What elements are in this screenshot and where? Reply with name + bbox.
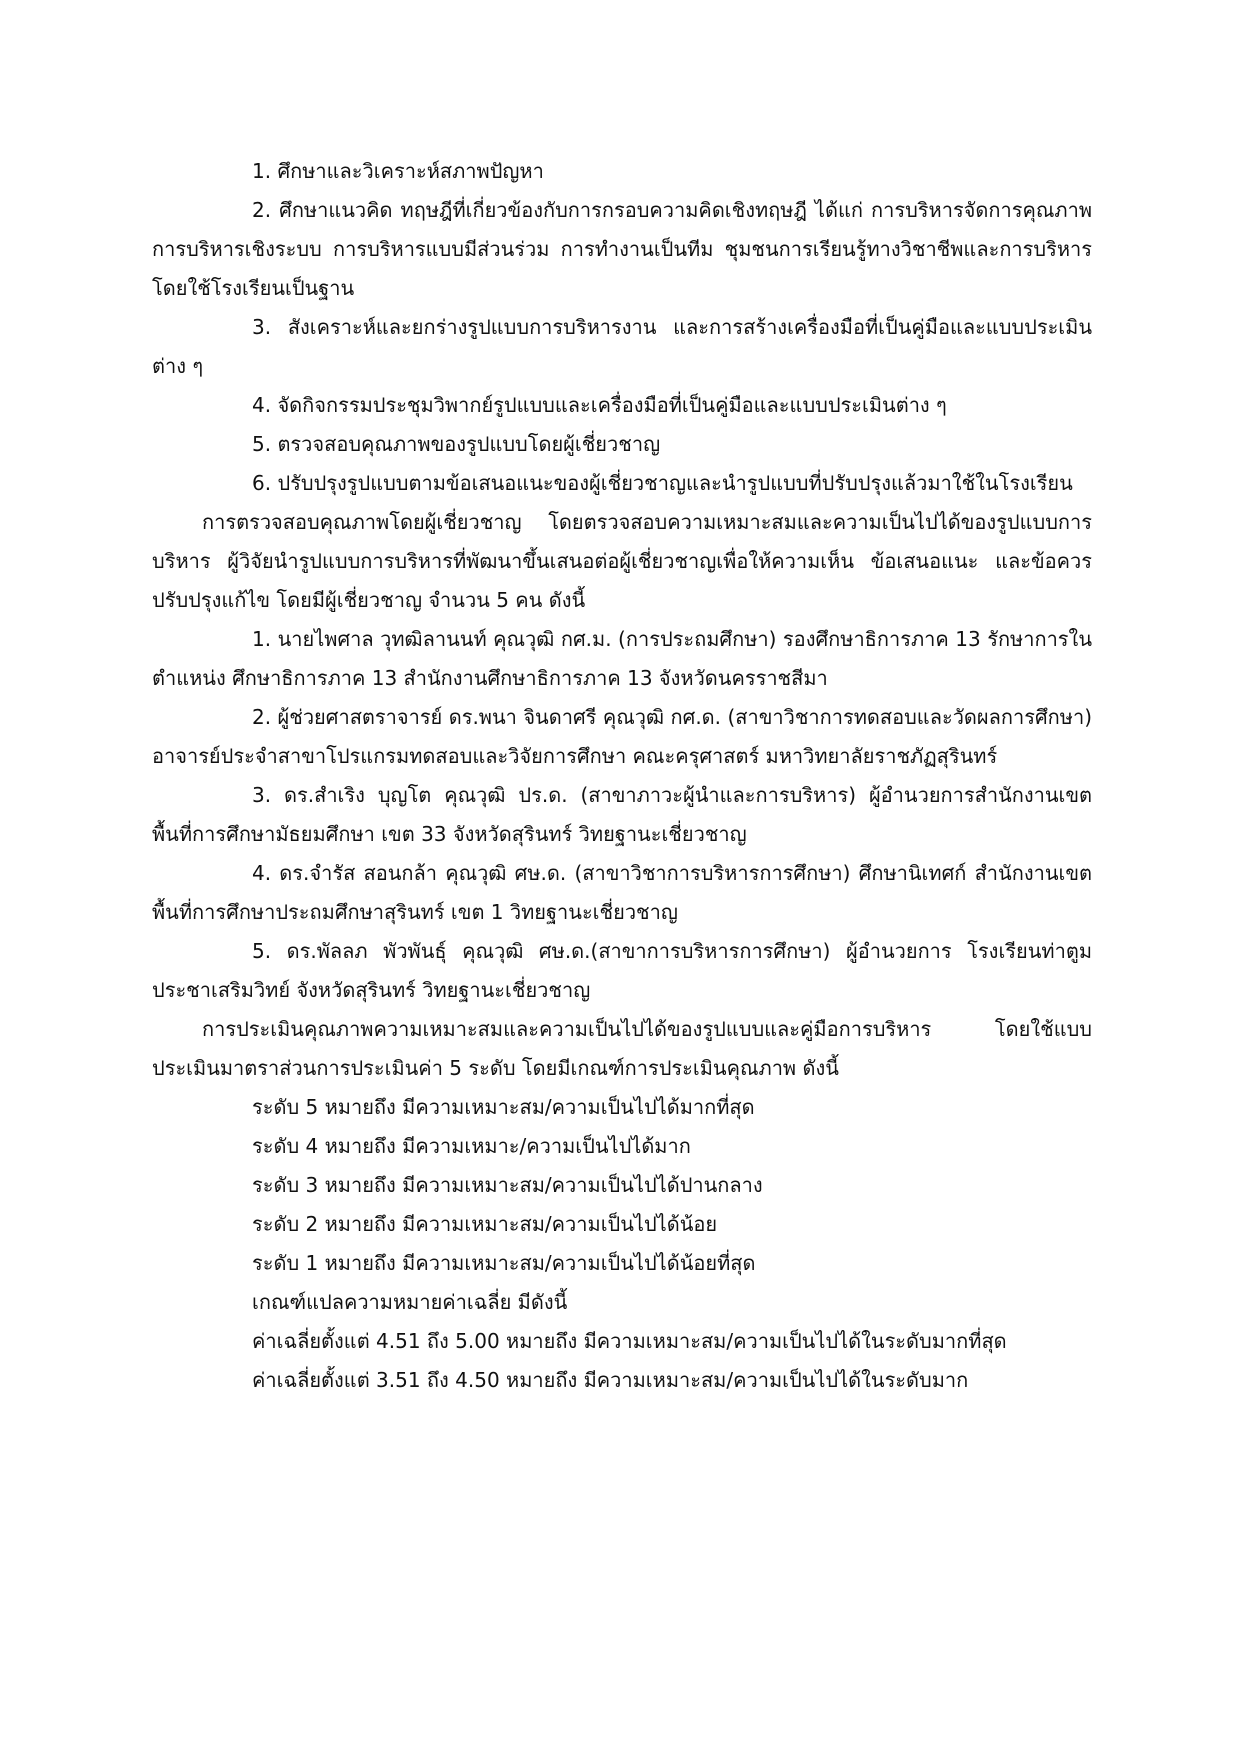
scale-level-2: ระดับ 2 หมายถึง มีความเหมาะสม/ความเป็นไปได้น้อย	[252, 1212, 718, 1236]
scale-level-1: ระดับ 1 หมายถึง มีความเหมาะสม/ความเป็นไปได้น้อยที่สุด	[252, 1251, 756, 1275]
scale-level-5: ระดับ 5 หมายถึง มีความเหมาะสม/ความเป็นไปได้มากที่สุด	[252, 1095, 755, 1119]
expert-5: 5. ดร.พัลลภ พัวพันธุ์ คุณวุฒิ ศษ.ด.(สาขาการบริหารการศึกษา) ผู้อำนวยการ โรงเรียนท่าตูมประชาเสริมวิทย์ จังหวัดสุรินทร์ วิทยฐานะเชี่ยวชาญ	[152, 939, 1092, 1002]
step-2: 2. ศึกษาแนวคิด ทฤษฎีที่เกี่ยวข้องกับการกรอบความคิดเชิงทฤษฎี ได้แก่ การบริหารจัดการคุณภาพ การบริหารเชิงระบบ การบริหารแบบมีส่วนร่วม การทำงานเป็นทีม ชุมชนการเรียนรู้ทางวิชาชีพและการบริหารโดยใช้โรงเรียนเป็นฐาน	[152, 198, 1092, 300]
scale-level-4: ระดับ 4 หมายถึง มีความเหมาะ/ความเป็นไปได้มาก	[252, 1134, 691, 1158]
expert-review-paragraph: การตรวจสอบคุณภาพโดยผู้เชี่ยวชาญ โดยตรวจสอบความเหมาะสมและความเป็นไปได้ของรูปแบบการบริหาร ผู้วิจัยนำรูปแบบการบริหารที่พัฒนาขึ้นเสนอต่อผู้เชี่ยวชาญเพื่อให้ความเห็น ข้อเสนอแนะ และข้อควรปรับปรุงแก้ไข โดยมีผู้เชี่ยวชาญ จำนวน 5 คน ดังนี้	[152, 510, 1092, 612]
scale-level-3: ระดับ 3 หมายถึง มีความเหมาะสม/ความเป็นไปได้ปานกลาง	[252, 1173, 763, 1197]
expert-1: 1. นายไพศาล วุทฒิลานนท์ คุณวุฒิ กศ.ม. (การประถมศึกษา) รองศึกษาธิการภาค 13 รักษาการในตำแหน่ง ศึกษาธิการภาค 13 สำนักงานศึกษาธิการภาค 13 จังหวัดนครราชสีมา	[152, 627, 1092, 690]
step-4: 4. จัดกิจกรรมประชุมวิพากย์รูปแบบและเครื่องมือที่เป็นคู่มือและแบบประเมินต่าง ๆ	[252, 393, 947, 417]
mean-range-2: ค่าเฉลี่ยตั้งแต่ 3.51 ถึง 4.50 หมายถึง มีความเหมาะสม/ความเป็นไปได้ในระดับมาก	[252, 1368, 969, 1392]
step-3: 3. สังเคราะห์และยกร่างรูปแบบการบริหารงาน และการสร้างเครื่องมือที่เป็นคู่มือและแบบประเมินต่าง ๆ	[152, 315, 1092, 378]
expert-4: 4. ดร.จำรัส สอนกล้า คุณวุฒิ ศษ.ด. (สาขาวิชาการบริหารการศึกษา) ศึกษานิเทศก์ สำนักงานเขตพื้นที่การศึกษาประถมศึกษาสุรินทร์ เขต 1 วิทยฐานะเชี่ยวชาญ	[152, 861, 1092, 924]
step-5: 5. ตรวจสอบคุณภาพของรูปแบบโดยผู้เชี่ยวชาญ	[252, 432, 661, 456]
step-6: 6. ปรับปรุงรูปแบบตามข้อเสนอแนะของผู้เชี่ยวชาญและนำรูปแบบที่ปรับปรุงแล้วมาใช้ในโรงเรียน	[252, 471, 1073, 495]
expert-2: 2. ผู้ช่วยศาสตราจารย์ ดร.พนา จินดาศรี คุณวุฒิ กศ.ด. (สาขาวิชาการทดสอบและวัดผลการศึกษา) อาจารย์ประจำสาขาโปรแกรมทดสอบและวิจัยการศึกษา คณะครุศาสตร์ มหาวิทยาลัยราชภัฏสุรินทร์	[152, 705, 1092, 768]
evaluation-paragraph: การประเมินคุณภาพความเหมาะสมและความเป็นไปได้ของรูปแบบและคู่มือการบริหาร โดยใช้แบบประเมินมาตราส่วนการประเมินค่า 5 ระดับ โดยมีเกณฑ์การประเมินคุณภาพ ดังนี้	[152, 1017, 1092, 1080]
mean-criteria-heading: เกณฑ์แปลความหมายค่าเฉลี่ย มีดังนี้	[252, 1290, 568, 1314]
expert-3: 3. ดร.สำเริง บุญโต คุณวุฒิ ปร.ด. (สาขาภาวะผู้นำและการบริหาร) ผู้อำนวยการสำนักงานเขตพื้นที่การศึกษามัธยมศึกษา เขต 33 จังหวัดสุรินทร์ วิทยฐานะเชี่ยวชาญ	[152, 783, 1092, 846]
document-body	[152, 152, 1092, 1400]
mean-range-1: ค่าเฉลี่ยตั้งแต่ 4.51 ถึง 5.00 หมายถึง มีความเหมาะสม/ความเป็นไปได้ในระดับมากที่สุด	[252, 1329, 1007, 1353]
step-1: 1. ศึกษาและวิเคราะห์สภาพปัญหา	[252, 159, 544, 183]
